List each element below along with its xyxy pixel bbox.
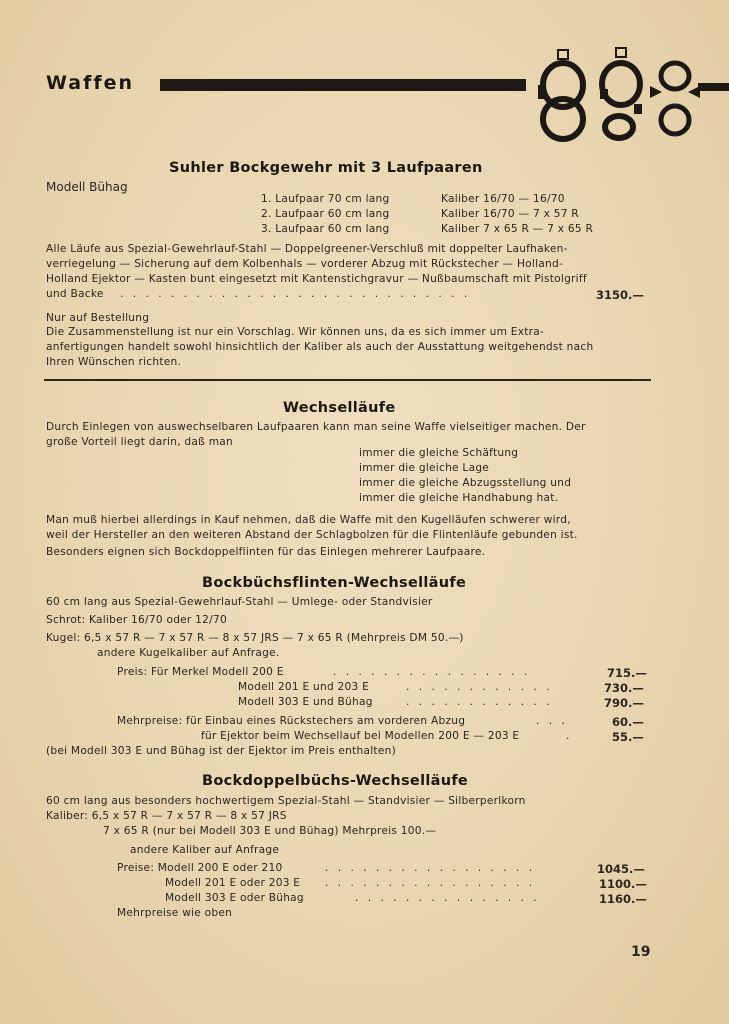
- spec-line: 60 cm lang aus Spezial-Gewehrlauf-Stahl — Umlege- oder Standvisier: [46, 596, 433, 608]
- footnote: (bei Modell 303 E und Bühag ist der Ejektor im Preis enthalten): [46, 745, 396, 757]
- leader-dots: . . . . . . . . . . . . . . .: [355, 892, 540, 904]
- header-rule: [160, 79, 526, 91]
- section-divider: [44, 379, 651, 381]
- leader-dots: .: [566, 730, 573, 742]
- price-label: Modell 201 E oder 203 E: [165, 877, 301, 889]
- barrel-caliber: Kaliber 16/70 — 16/70: [441, 193, 565, 205]
- price-label: Preis: Für Merkel Modell 200 E: [117, 666, 284, 678]
- spec-line: andere Kugelkaliber auf Anfrage.: [97, 647, 280, 659]
- description-line: Alle Läufe aus Spezial-Gewehrlauf-Stahl — Doppelgreener-Verschluß mit doppelter Laufhaken-: [46, 243, 568, 255]
- barrel-caliber: Kaliber 7 x 65 R — 7 x 65 R: [441, 223, 594, 235]
- price-label: Preise: Modell 200 E oder 210: [117, 862, 283, 874]
- list-item: immer die gleiche Lage: [359, 462, 490, 474]
- description-line: und Backe: [46, 288, 104, 300]
- note-line: Nur auf Bestellung: [46, 312, 150, 324]
- extra-label: für Ejektor beim Wechsellauf bei Modellen 200 E — 203 E: [201, 730, 520, 742]
- footer-note: Mehrpreise wie oben: [117, 907, 233, 919]
- barrel-label: 1. Laufpaar 70 cm lang: [261, 193, 390, 205]
- price-value: 790.—: [604, 696, 644, 710]
- leader-dots: . . .: [536, 715, 568, 727]
- price-value: 3150.—: [596, 288, 644, 302]
- list-item: immer die gleiche Schäftung: [359, 447, 519, 459]
- section-title-bockdoppelbuechs: Bockdoppelbüchs-Wechselläufe: [202, 773, 469, 789]
- leader-dots: . . . . . . . . . . . . . . . . . . . . . . . . . . . .: [120, 288, 471, 300]
- price-value: 715.—: [607, 666, 647, 680]
- leader-dots: . . . . . . . . . . . .: [406, 681, 553, 693]
- page-number: 19: [631, 944, 651, 960]
- model-label: Modell Bühag: [46, 180, 128, 194]
- outro-line: Besonders eignen sich Bockdoppelflinten für das Einlegen mehrerer Laufpaare.: [46, 546, 486, 558]
- leader-dots: . . . . . . . . . . . .: [406, 696, 553, 708]
- spec-line: 60 cm lang aus besonders hochwertigem Spezial-Stahl — Standvisier — Silberperlkorn: [46, 795, 526, 807]
- price-value: 55.—: [612, 730, 644, 744]
- note-line: Die Zusammenstellung ist nur ein Vorschlag. Wir können uns, da es sich immer um Extra-: [46, 326, 545, 338]
- intro-line: Durch Einlegen von auswechselbaren Laufpaaren kann man seine Waffe vielseitiger machen. Der: [46, 421, 586, 433]
- price-value: 730.—: [604, 681, 644, 695]
- price-value: 1100.—: [599, 877, 647, 891]
- list-item: immer die gleiche Abzugsstellung und: [359, 477, 572, 489]
- section-title-bockgewehr: Suhler Bockgewehr mit 3 Laufpaaren: [169, 160, 483, 176]
- price-label: Modell 303 E und Bühag: [238, 696, 373, 708]
- leader-dots: . . . . . . . . . . . . . . . . .: [325, 877, 536, 889]
- spec-line: 7 x 65 R (nur bei Modell 303 E und Bühag) Mehrpreis 100.—: [103, 825, 437, 837]
- description-line: verriegelung — Sicherung auf dem Kolbenhals — vorderer Abzug mit Rückstecher — Holland-: [46, 258, 564, 270]
- page-header-title: Waffen: [46, 72, 135, 94]
- price-value: 1045.—: [597, 862, 645, 876]
- spec-line: Kugel: 6,5 x 57 R — 7 x 57 R — 8 x 57 JRS — 7 x 65 R (Mehrpreis DM 50.—): [46, 632, 464, 644]
- description-line: Holland Ejektor — Kasten bunt eingesetzt mit Kantenstichgravur — Nußbaumschaft mit Pistolgriff: [46, 273, 587, 285]
- spec-line: andere Kaliber auf Anfrage: [130, 844, 280, 856]
- barrel-label: 3. Laufpaar 60 cm lang: [261, 223, 390, 235]
- note-line: Ihren Wünschen richten.: [46, 356, 182, 368]
- leader-dots: . . . . . . . . . . . . . . . .: [333, 666, 531, 678]
- spec-line: Kaliber: 6,5 x 57 R — 7 x 57 R — 8 x 57 JRS: [46, 810, 287, 822]
- outro-line: weil der Hersteller an den weiteren Abstand der Schlagbolzen für die Flintenläufe gebunden ist.: [46, 529, 578, 541]
- leader-dots: . . . . . . . . . . . . . . . . .: [325, 862, 536, 874]
- barrel-label: 2. Laufpaar 60 cm lang: [261, 208, 390, 220]
- section-title-bockbuechsflinten: Bockbüchsflinten-Wechselläufe: [202, 575, 467, 591]
- price-label: Modell 303 E oder Bühag: [165, 892, 304, 904]
- barrel-caliber: Kaliber 16/70 — 7 x 57 R: [441, 208, 579, 220]
- spec-line: Schrot: Kaliber 16/70 oder 12/70: [46, 614, 227, 626]
- section-title-wechsellaeufe: Wechselläufe: [283, 400, 396, 416]
- note-line: anfertigungen handelt sowohl hinsichtlich der Kaliber als auch der Ausstattung weitgehendst nach: [46, 341, 594, 353]
- list-item: immer die gleiche Handhabung hat.: [359, 492, 559, 504]
- binoculars-logo-icon: [538, 44, 703, 144]
- intro-line: große Vorteil liegt darin, daß man: [46, 436, 233, 448]
- extra-label: Mehrpreise: für Einbau eines Rückstechers am vorderen Abzug: [117, 715, 466, 727]
- price-value: 1160.—: [599, 892, 647, 906]
- price-label: Modell 201 E und 203 E: [238, 681, 370, 693]
- header-rule-end: [698, 83, 729, 91]
- price-value: 60.—: [612, 715, 644, 729]
- outro-line: Man muß hierbei allerdings in Kauf nehmen, daß die Waffe mit den Kugelläufen schwerer wird,: [46, 514, 571, 526]
